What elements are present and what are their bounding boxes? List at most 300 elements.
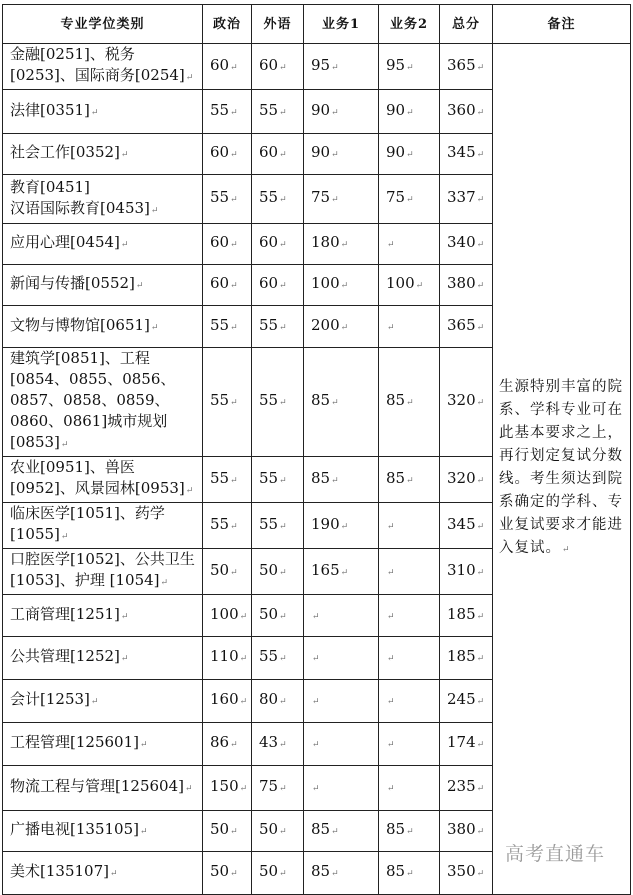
category-cell	[3, 503, 203, 549]
paragraph-mark-icon: ↵	[476, 869, 485, 879]
paragraph-mark-icon: ↵	[279, 475, 287, 486]
header-language: 外语	[252, 5, 304, 44]
language-cell	[252, 306, 304, 348]
language-cell	[252, 637, 304, 680]
header-total: 总分	[440, 5, 493, 44]
politics-cell	[203, 457, 252, 503]
paragraph-mark-icon: ↵	[279, 869, 287, 879]
category-cell	[3, 134, 203, 175]
paragraph-mark-icon: ↵	[279, 62, 287, 73]
paragraph-mark-icon: ↵	[230, 107, 238, 118]
category-cell	[3, 265, 203, 306]
total-cell-text: 365	[447, 315, 476, 334]
language-cell-text: 60	[259, 274, 279, 292]
paragraph-mark-icon: ↵	[239, 697, 248, 707]
total-cell-text: 340	[447, 233, 476, 251]
total-cell	[440, 44, 493, 90]
category-cell-text: 社会工作[0352]	[10, 143, 120, 161]
paragraph-mark-icon: ↵	[312, 654, 320, 664]
total-cell	[440, 224, 493, 265]
subject2-cell	[379, 549, 440, 595]
language-cell	[252, 549, 304, 595]
category-cell	[3, 680, 203, 723]
subject1-cell	[304, 503, 379, 549]
category-cell-text: 文物与博物馆[0651]	[10, 315, 150, 334]
total-cell-text: 245	[447, 690, 476, 708]
subject1-cell	[304, 224, 379, 265]
header-politics: 政治	[203, 5, 252, 44]
politics-cell	[203, 175, 252, 224]
subject1-cell	[304, 595, 379, 637]
politics-cell-text: 55	[210, 188, 230, 206]
total-cell	[440, 90, 493, 134]
politics-cell	[203, 90, 252, 134]
subject1-cell	[304, 90, 379, 134]
politics-cell-text: 86	[210, 733, 230, 751]
paragraph-mark-icon: ↵	[230, 398, 238, 408]
politics-cell-text: 60	[210, 233, 230, 251]
paragraph-mark-icon: ↵	[312, 611, 320, 622]
politics-cell	[203, 224, 252, 265]
paragraph-mark-icon: ↵	[109, 869, 118, 879]
paragraph-mark-icon: ↵	[150, 322, 159, 333]
paragraph-mark-icon: ↵	[476, 150, 485, 160]
language-cell	[252, 224, 304, 265]
paragraph-mark-icon: ↵	[331, 475, 339, 486]
paragraph-mark-icon: ↵	[476, 827, 485, 837]
subject2-cell-text: 100	[386, 274, 415, 292]
total-cell-text: 350	[447, 862, 476, 880]
subject1-cell	[304, 766, 379, 811]
paragraph-mark-icon: ↵	[387, 784, 395, 794]
paragraph-mark-icon: ↵	[476, 62, 485, 73]
paragraph-mark-icon: ↵	[279, 611, 287, 622]
subject1-cell	[304, 680, 379, 723]
category-cell	[3, 723, 203, 766]
paragraph-mark-icon: ↵	[139, 740, 148, 750]
total-cell-text: 380	[447, 274, 476, 292]
total-cell-text: 185	[447, 604, 476, 623]
politics-cell-text: 55	[210, 468, 230, 487]
category-cell	[3, 348, 203, 457]
paragraph-mark-icon: ↵	[279, 827, 287, 837]
subject1-cell	[304, 44, 379, 90]
paragraph-mark-icon: ↵	[331, 195, 339, 205]
paragraph-mark-icon: ↵	[120, 240, 129, 250]
subject2-cell	[379, 175, 440, 224]
paragraph-mark-icon: ↵	[476, 784, 485, 794]
category-cell-text: 口腔医学[1052]、公共卫生 [1053]、护理 [1054]	[10, 550, 195, 589]
note-text: 生源特别丰富的院系、学科专业可在此基本要求之上，再行划定复试分数线。考生须达到院系确定的学科、专业复试要求才能进入复试。	[499, 379, 623, 556]
paragraph-mark-icon: ↵	[230, 62, 238, 73]
language-cell-text: 60	[259, 55, 279, 74]
language-cell-text: 55	[259, 315, 279, 334]
paragraph-mark-icon: ↵	[476, 654, 485, 664]
category-cell-text: 金融[0251]、税务[0253]、国际商务[0254]	[10, 45, 185, 84]
politics-cell	[203, 306, 252, 348]
language-cell	[252, 457, 304, 503]
language-cell-text: 55	[259, 100, 279, 119]
total-cell-text: 174	[447, 733, 476, 751]
category-cell-text: 公共管理[1252]	[10, 647, 120, 665]
paragraph-mark-icon: ↵	[279, 784, 287, 794]
header-row	[3, 5, 631, 44]
language-cell	[252, 44, 304, 90]
language-cell	[252, 134, 304, 175]
category-cell	[3, 306, 203, 348]
paragraph-mark-icon: ↵	[312, 784, 320, 794]
total-cell-text: 320	[447, 468, 476, 487]
subject1-cell	[304, 306, 379, 348]
paragraph-mark-icon: ↵	[340, 281, 349, 291]
politics-cell-text: 55	[210, 514, 230, 533]
paragraph-mark-icon: ↵	[331, 62, 339, 73]
paragraph-mark-icon: ↵	[185, 73, 194, 83]
paragraph-mark-icon: ↵	[184, 784, 193, 794]
total-cell	[440, 852, 493, 895]
politics-cell	[203, 766, 252, 811]
language-cell	[252, 265, 304, 306]
subject1-cell-text: 85	[311, 391, 331, 409]
paragraph-mark-icon: ↵	[230, 281, 238, 291]
politics-cell	[203, 723, 252, 766]
subject1-cell-text: 95	[311, 55, 331, 74]
subject2-cell	[379, 766, 440, 811]
paragraph-mark-icon: ↵	[340, 322, 349, 333]
subject2-cell-text: 85	[386, 391, 406, 409]
subject1-cell-text: 100	[311, 274, 340, 292]
subject1-cell	[304, 723, 379, 766]
paragraph-mark-icon: ↵	[476, 398, 485, 408]
paragraph-mark-icon: ↵	[279, 240, 287, 250]
paragraph-mark-icon: ↵	[135, 281, 144, 291]
paragraph-mark-icon: ↵	[230, 521, 238, 532]
header-subject1: 业务1	[304, 5, 379, 44]
total-cell	[440, 503, 493, 549]
category-cell	[3, 637, 203, 680]
total-cell	[440, 134, 493, 175]
paragraph-mark-icon: ↵	[476, 521, 485, 532]
paragraph-mark-icon: ↵	[331, 398, 339, 408]
total-cell-text: 185	[447, 647, 476, 665]
language-cell-text: 55	[259, 188, 279, 206]
paragraph-mark-icon: ↵	[387, 240, 395, 250]
subject1-cell	[304, 811, 379, 852]
paragraph-mark-icon: ↵	[331, 869, 339, 879]
language-cell	[252, 90, 304, 134]
total-cell	[440, 595, 493, 637]
politics-cell	[203, 44, 252, 90]
watermark: 高考直通车	[504, 843, 605, 865]
paragraph-mark-icon: ↵	[239, 611, 248, 622]
paragraph-mark-icon: ↵	[279, 195, 287, 205]
paragraph-mark-icon: ↵	[476, 740, 485, 750]
subject1-cell-text: 90	[311, 143, 331, 161]
category-cell	[3, 44, 203, 90]
paragraph-mark-icon: ↵	[230, 150, 238, 160]
category-cell-text: 美术[135107]	[10, 862, 109, 880]
category-cell-text: 会计[1253]	[10, 690, 90, 708]
politics-cell-text: 60	[210, 143, 230, 161]
category-cell-text: 农业[0951]、兽医[0952]、风景园林[0953]	[10, 458, 185, 497]
politics-cell-text: 160	[210, 690, 239, 708]
paragraph-mark-icon: ↵	[476, 697, 485, 707]
subject2-cell-text: 85	[386, 468, 406, 487]
politics-cell-text: 55	[210, 315, 230, 334]
subject2-cell-text: 85	[386, 820, 406, 838]
paragraph-mark-icon: ↵	[230, 827, 238, 837]
paragraph-mark-icon: ↵	[387, 697, 395, 707]
politics-cell	[203, 811, 252, 852]
language-cell-text: 75	[259, 777, 279, 795]
politics-cell-text: 55	[210, 100, 230, 119]
language-cell	[252, 680, 304, 723]
total-cell	[440, 457, 493, 503]
politics-cell-text: 50	[210, 862, 230, 880]
category-cell-text: 工程管理[125601]	[10, 733, 139, 751]
politics-cell	[203, 265, 252, 306]
politics-cell	[203, 680, 252, 723]
category-cell	[3, 457, 203, 503]
paragraph-mark-icon: ↵	[476, 281, 485, 291]
total-cell-text: 235	[447, 777, 476, 795]
header-category: 专业学位类别	[3, 5, 203, 44]
subject1-cell-text: 190	[311, 514, 340, 533]
paragraph-mark-icon: ↵	[476, 195, 485, 205]
category-cell	[3, 90, 203, 134]
subject2-cell	[379, 306, 440, 348]
total-cell-text: 345	[447, 143, 476, 161]
subject2-cell-text: 75	[386, 188, 406, 206]
paragraph-mark-icon: ↵	[279, 322, 287, 333]
subject1-cell	[304, 175, 379, 224]
politics-cell	[203, 549, 252, 595]
subject2-cell-text: 90	[386, 100, 406, 119]
total-cell	[440, 265, 493, 306]
language-cell	[252, 811, 304, 852]
subject1-cell-text: 180	[311, 233, 340, 251]
category-cell	[3, 549, 203, 595]
paragraph-mark-icon: ↵	[160, 578, 169, 588]
subject2-cell	[379, 134, 440, 175]
subject1-cell-text: 85	[311, 468, 331, 487]
category-cell-text: 新闻与传播[0552]	[10, 274, 135, 292]
paragraph-mark-icon: ↵	[387, 567, 395, 578]
subject2-cell	[379, 90, 440, 134]
total-cell-text: 360	[447, 100, 476, 119]
total-cell	[440, 723, 493, 766]
subject2-cell-text: 90	[386, 143, 406, 161]
language-cell	[252, 348, 304, 457]
paragraph-mark-icon: ↵	[476, 322, 485, 333]
total-cell	[440, 175, 493, 224]
total-cell-text: 345	[447, 514, 476, 533]
paragraph-mark-icon: ↵	[406, 107, 414, 118]
politics-cell	[203, 852, 252, 895]
paragraph-mark-icon: ↵	[312, 740, 320, 750]
subject1-cell-text: 200	[311, 315, 340, 334]
header-subject2: 业务2	[379, 5, 440, 44]
politics-cell-text: 55	[210, 391, 230, 409]
total-cell-text: 380	[447, 820, 476, 838]
total-cell	[440, 549, 493, 595]
category-cell-text: 临床医学[1051]、药学[1055]	[10, 504, 165, 543]
paragraph-mark-icon: ↵	[279, 150, 287, 160]
paragraph-mark-icon: ↵	[239, 784, 248, 794]
paragraph-mark-icon: ↵	[387, 521, 395, 532]
politics-cell-text: 50	[210, 560, 230, 579]
language-cell-text: 55	[259, 647, 279, 665]
language-cell	[252, 852, 304, 895]
paragraph-mark-icon: ↵	[60, 440, 69, 450]
language-cell-text: 55	[259, 468, 279, 487]
paragraph-mark-icon: ↵	[340, 240, 349, 250]
category-cell-text: 应用心理[0454]	[10, 233, 120, 251]
paragraph-mark-icon: ↵	[230, 195, 238, 205]
total-cell-text: 365	[447, 55, 476, 74]
subject1-cell	[304, 348, 379, 457]
paragraph-mark-icon: ↵	[406, 827, 414, 837]
subject2-cell	[379, 637, 440, 680]
paragraph-mark-icon: ↵	[120, 611, 129, 622]
total-cell	[440, 306, 493, 348]
language-cell-text: 50	[259, 604, 279, 623]
paragraph-mark-icon: ↵	[279, 654, 287, 664]
score-table	[2, 4, 631, 895]
paragraph-mark-icon: ↵	[279, 740, 287, 750]
paragraph-mark-icon: ↵	[139, 827, 148, 837]
subject2-cell	[379, 680, 440, 723]
paragraph-mark-icon: ↵	[387, 611, 395, 622]
subject2-cell	[379, 852, 440, 895]
paragraph-mark-icon: ↵	[279, 521, 287, 532]
category-cell	[3, 811, 203, 852]
language-cell	[252, 503, 304, 549]
subject1-cell	[304, 852, 379, 895]
paragraph-mark-icon: ↵	[387, 322, 395, 333]
subject1-cell-text: 85	[311, 862, 331, 880]
subject1-cell	[304, 457, 379, 503]
politics-cell	[203, 134, 252, 175]
paragraph-mark-icon: ↵	[476, 475, 485, 486]
paragraph-mark-icon: ↵	[476, 240, 485, 250]
subject1-cell-text: 165	[311, 560, 340, 579]
category-cell-text: 建筑学[0851]、工程[0854、0855、0856、0857、0858、0859、0860、0861]城市规划[0853]	[10, 349, 176, 451]
paragraph-mark-icon: ↵	[230, 567, 238, 578]
language-cell	[252, 175, 304, 224]
table-row	[3, 44, 631, 90]
politics-cell-text: 50	[210, 820, 230, 838]
paragraph-mark-icon: ↵	[406, 195, 414, 205]
subject1-cell-text: 85	[311, 820, 331, 838]
subject1-cell-text: 75	[311, 188, 331, 206]
paragraph-mark-icon: ↵	[279, 281, 287, 291]
paragraph-mark-icon: ↵	[406, 475, 414, 486]
politics-cell	[203, 595, 252, 637]
subject1-cell	[304, 549, 379, 595]
total-cell-text: 320	[447, 391, 476, 409]
paragraph-mark-icon: ↵	[415, 281, 424, 291]
politics-cell-text: 60	[210, 274, 230, 292]
total-cell	[440, 637, 493, 680]
total-cell	[440, 680, 493, 723]
category-cell	[3, 595, 203, 637]
subject2-cell	[379, 348, 440, 457]
subject2-cell-text: 85	[386, 862, 406, 880]
paragraph-mark-icon: ↵	[279, 107, 287, 118]
language-cell	[252, 723, 304, 766]
paragraph-mark-icon: ↵	[230, 869, 238, 879]
paragraph-mark-icon: ↵	[230, 740, 238, 750]
subject2-cell	[379, 723, 440, 766]
language-cell-text: 55	[259, 514, 279, 533]
subject1-cell	[304, 134, 379, 175]
language-cell-text: 60	[259, 143, 279, 161]
paragraph-mark-icon: ↵	[476, 107, 485, 118]
paragraph-mark-icon: ↵	[476, 567, 485, 578]
paragraph-mark-icon: ↵	[340, 567, 349, 578]
language-cell	[252, 766, 304, 811]
language-cell-text: 60	[259, 233, 279, 251]
politics-cell	[203, 637, 252, 680]
paragraph-mark-icon: ↵	[406, 398, 414, 408]
category-cell	[3, 224, 203, 265]
paragraph-mark-icon: ↵	[387, 654, 395, 664]
category-cell	[3, 852, 203, 895]
category-cell	[3, 175, 203, 224]
paragraph-mark-icon: ↵	[331, 150, 339, 160]
paragraph-mark-icon: ↵	[279, 697, 287, 707]
total-cell	[440, 766, 493, 811]
paragraph-mark-icon: ↵	[120, 654, 129, 664]
paragraph-mark-icon: ↵	[562, 545, 571, 555]
paragraph-mark-icon: ↵	[185, 486, 194, 496]
paragraph-mark-icon: ↵	[150, 205, 159, 216]
paragraph-mark-icon: ↵	[230, 322, 238, 333]
paragraph-mark-icon: ↵	[406, 869, 414, 879]
paragraph-mark-icon: ↵	[230, 240, 238, 250]
language-cell-text: 55	[259, 391, 279, 409]
paragraph-mark-icon: ↵	[476, 611, 485, 622]
paragraph-mark-icon: ↵	[331, 827, 339, 837]
subject1-cell	[304, 265, 379, 306]
total-cell	[440, 348, 493, 457]
category-cell-text: 教育[0451] 汉语国际教育[0453]	[10, 177, 150, 217]
subject2-cell-text: 95	[386, 55, 406, 74]
subject1-cell-text: 90	[311, 100, 331, 119]
paragraph-mark-icon: ↵	[120, 150, 129, 160]
total-cell-text: 337	[447, 188, 476, 206]
category-cell-text: 法律[0351]	[10, 100, 90, 119]
paragraph-mark-icon: ↵	[312, 697, 320, 707]
paragraph-mark-icon: ↵	[230, 475, 238, 486]
subject2-cell	[379, 44, 440, 90]
paragraph-mark-icon: ↵	[340, 521, 349, 532]
subject1-cell	[304, 637, 379, 680]
category-cell-text: 广播电视[135105]	[10, 820, 139, 838]
subject2-cell	[379, 224, 440, 265]
politics-cell-text: 110	[210, 647, 239, 665]
paragraph-mark-icon: ↵	[90, 107, 99, 118]
language-cell-text: 50	[259, 560, 279, 579]
paragraph-mark-icon: ↵	[90, 697, 99, 707]
politics-cell-text: 100	[210, 604, 239, 623]
category-cell-text: 工商管理[1251]	[10, 604, 120, 623]
subject2-cell	[379, 457, 440, 503]
language-cell	[252, 595, 304, 637]
language-cell-text: 50	[259, 820, 279, 838]
politics-cell-text: 60	[210, 55, 230, 74]
